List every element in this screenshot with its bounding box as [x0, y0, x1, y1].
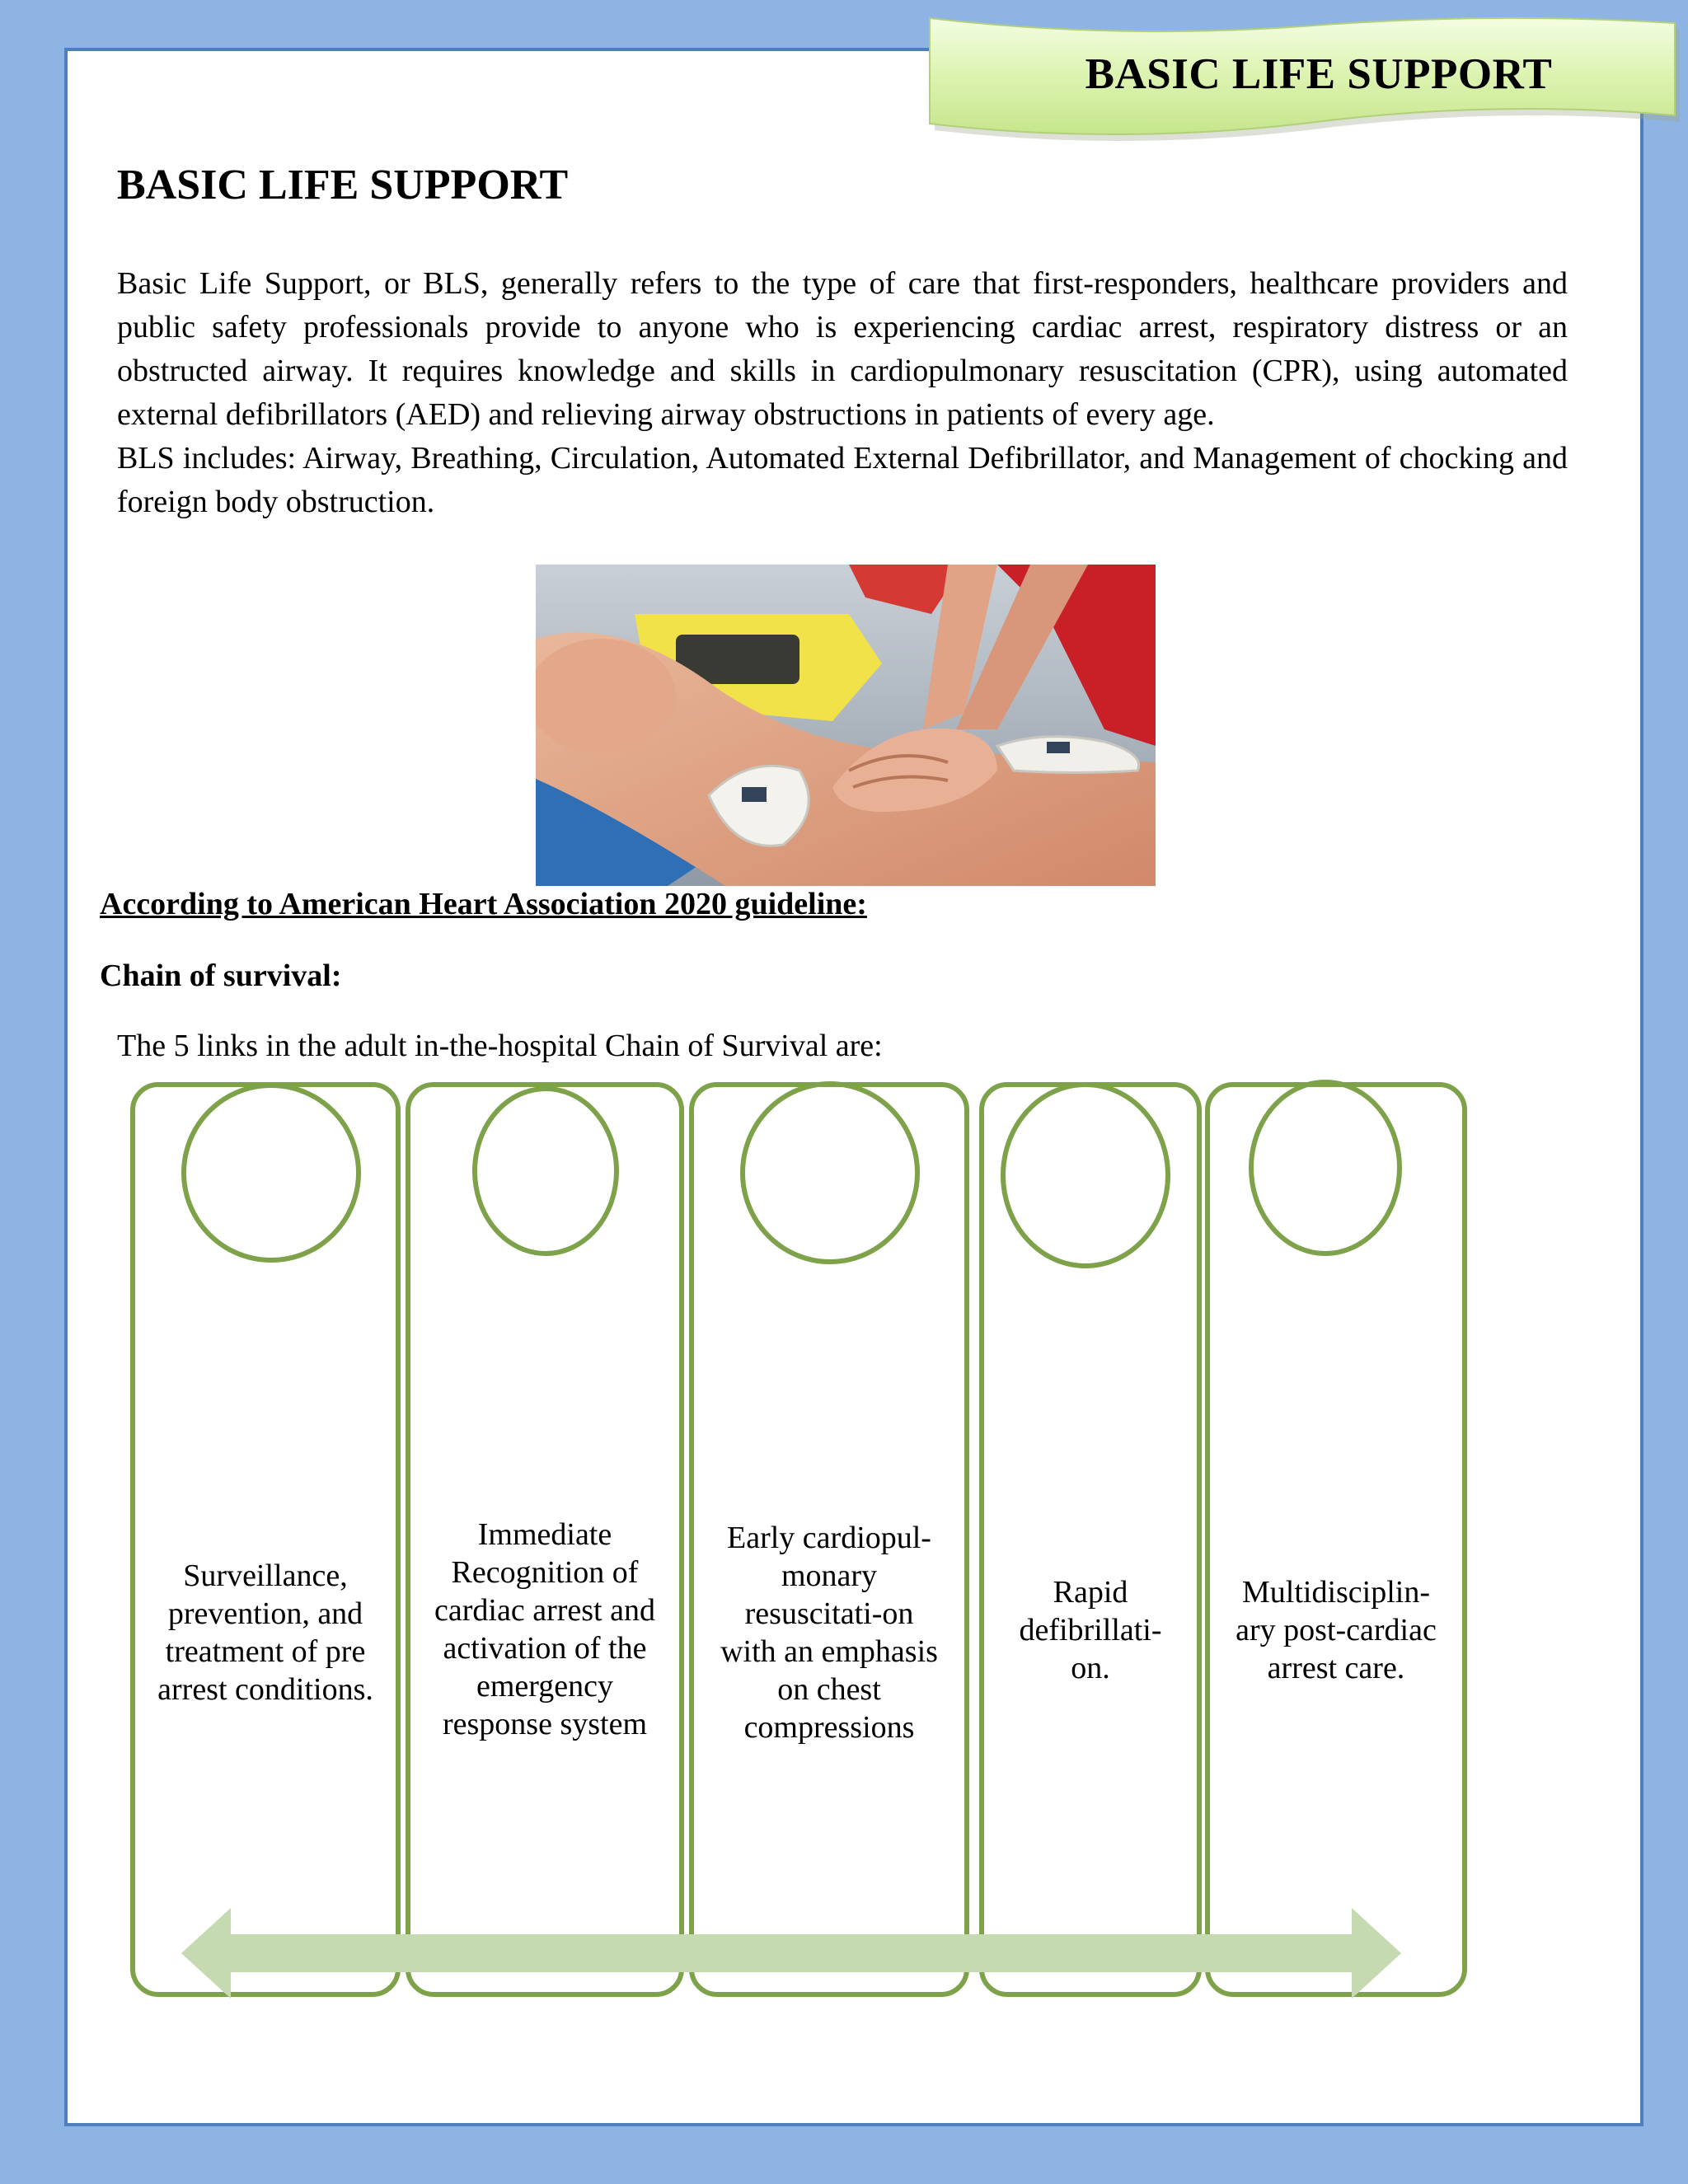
chain-link-3-line: monary — [781, 1558, 878, 1593]
chain-of-survival-heading: Chain of survival: — [100, 958, 342, 993]
chain-link-2-line: cardiac arrest and — [434, 1593, 655, 1628]
magnifier-icon — [180, 1081, 363, 1268]
chain-link-1-line: prevention, and — [167, 1596, 363, 1631]
intro-paragraph-2: BLS includes: Airway, Breathing, Circulation, Automated External Defibrillator, and Management of chocking and foreign body obstruction. — [117, 441, 1568, 519]
chain-link-1-text — [135, 1557, 396, 1708]
double-arrow-icon — [181, 1908, 1401, 1999]
chain-link-3-line: Early cardiopul- — [727, 1521, 931, 1555]
chain-link-2-line: response system — [442, 1707, 648, 1741]
aha-guideline-heading: According to American Heart Association 2020 guideline: — [100, 887, 867, 921]
chain-link-3-text — [694, 1519, 964, 1746]
chain-link-2-line: Recognition of — [451, 1555, 639, 1590]
header-banner — [923, 8, 1681, 148]
phone-call-icon — [471, 1085, 620, 1262]
chain-link-4-line: Rapid — [1053, 1575, 1128, 1610]
chain-link-3-line: on chest — [777, 1672, 881, 1707]
chain-link-1-line: treatment of pre — [165, 1634, 366, 1669]
chain-link-2-line: Immediate — [477, 1517, 612, 1552]
chain-link-4-line: defibrillati- — [1019, 1613, 1162, 1647]
page-title: BASIC LIFE SUPPORT — [117, 162, 569, 209]
chain-link-3-line: compressions — [743, 1710, 915, 1745]
chain-link-2-line: activation of the — [443, 1631, 647, 1666]
chain-link-5-text — [1210, 1573, 1462, 1687]
chain-link-3-line: with an emphasis — [720, 1634, 938, 1669]
chain-link-1-line: arrest conditions. — [157, 1672, 373, 1707]
cpr-photo — [536, 565, 1156, 886]
chain-link-2-text — [410, 1516, 679, 1743]
chain-link-5-line: Multidisciplin- — [1242, 1575, 1430, 1610]
intro-paragraph-1: Basic Life Support, or BLS, generally refers to the type of care that first-responders, healthcare providers and public safety professionals provide to anyone who is experiencing cardiac arrest, respiratory distress or an obstructed airway. It requires knowledge and skills in cardiopulmonary resuscitation (CPR), using automated external defibrillators (AED) and relieving airway obstructions in patients of every age. — [117, 266, 1568, 432]
chain-link-5-line: arrest care. — [1267, 1651, 1405, 1685]
intro-text — [117, 262, 1568, 524]
chain-intro-text: The 5 links in the adult in-the-hospital Chain of Survival are: — [117, 1029, 883, 1063]
defibrillator-heart-icon — [999, 1081, 1172, 1273]
chain-link-2-line: emergency — [476, 1669, 613, 1704]
chain-link-1-line: Surveillance, — [183, 1558, 348, 1593]
chain-link-4-line: on. — [1071, 1651, 1110, 1685]
banner-title: BASIC LIFE SUPPORT — [1085, 50, 1553, 98]
chain-link-3-line: resuscitati-on — [744, 1596, 914, 1631]
hospital-bed-icon — [1246, 1078, 1404, 1262]
cpr-hands-icon — [738, 1080, 921, 1270]
chain-link-5-line: ary post-cardiac — [1236, 1613, 1437, 1647]
chain-link-4-text — [984, 1573, 1197, 1687]
